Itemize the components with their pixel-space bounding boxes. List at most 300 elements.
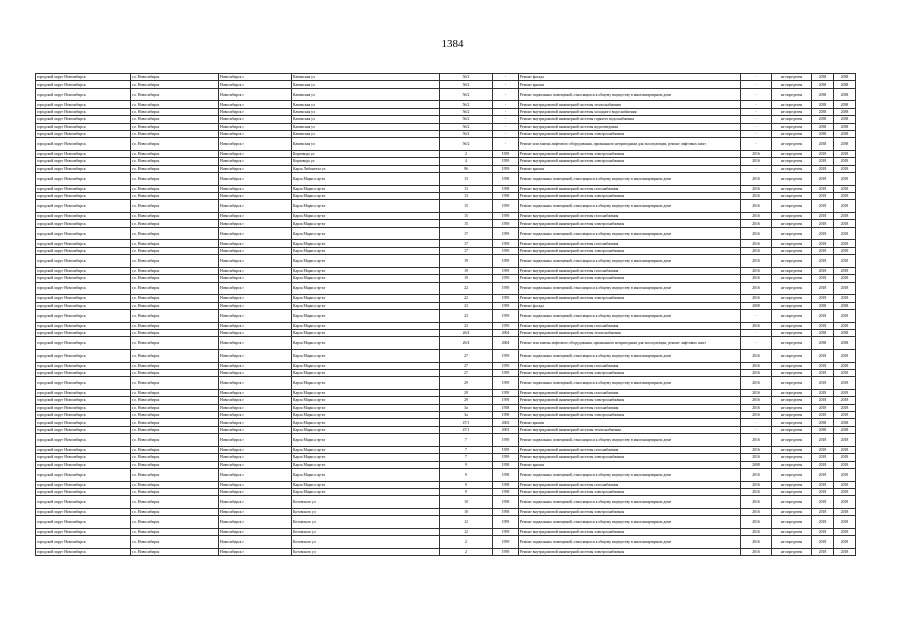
last-repair-year-cell: 2016 [741, 536, 772, 549]
last-repair-year-cell: 2016 [741, 173, 772, 186]
street-cell: Карла Маркса пр-кт [292, 309, 440, 322]
plan-start-year-cell: 2018 [812, 150, 834, 157]
plan-start-year-cell: 2018 [812, 404, 834, 411]
settlement-cell: Новосибирск г [219, 469, 292, 482]
table-row [36, 469, 856, 482]
work-type-cell: Ремонт внутридомовой инженерной системы электроснабжения [519, 158, 741, 165]
work-type-cell: Ремонт подвальных помещений, относящихся к общему имуществу в многоквартирном доме [519, 434, 741, 447]
work-type-cell: Ремонт внутридомовой инженерной системы электроснабжения [519, 130, 741, 137]
plan-end-year-cell: 2038 [834, 108, 856, 115]
work-type-cell: Ремонт подвальных помещений, относящихся к общему имуществу в многоквартирном доме [519, 255, 741, 268]
cost-cell: не определен [772, 220, 812, 227]
okrug-cell: городской округ Новосибирск [36, 349, 131, 362]
street-cell: Каменская ул [292, 88, 440, 101]
street-cell: Карла Маркса пр-кт [292, 213, 440, 220]
table-row [36, 412, 856, 419]
build-year-cell: 1959 [493, 247, 519, 254]
house-cell: 2 [440, 548, 493, 555]
last-repair-year-cell: 2016 [741, 322, 772, 329]
work-type-cell: Ремонт подвальных помещений, относящихся к общему имуществу в многоквартирном доме [519, 377, 741, 390]
work-type-cell: Ремонт внутридомовой инженерной системы газоснабжения [519, 240, 741, 247]
okrug-cell: городской округ Новосибирск [36, 150, 131, 157]
work-type-cell: Ремонт внутридомовой инженерной системы теплоснабжения [519, 329, 741, 336]
street-cell: Каменская ул [292, 138, 440, 151]
street-cell: Карла Маркса пр-кт [292, 185, 440, 192]
build-year-cell: 1959 [493, 165, 519, 172]
plan-start-year-cell: 2018 [812, 213, 834, 220]
build-year-cell: 1958 [493, 469, 519, 482]
plan-start-year-cell: 2018 [812, 322, 834, 329]
municipality-cell: г.о. Новосибирск [131, 496, 219, 509]
plan-end-year-cell: 2038 [834, 419, 856, 426]
table-row [36, 275, 856, 282]
house-cell: 23 [440, 309, 493, 322]
last-repair-year-cell: 2016 [741, 255, 772, 268]
okrug-cell: городской округ Новосибирск [36, 446, 131, 453]
street-cell: Карла Маркса пр-кт [292, 329, 440, 336]
work-type-cell: Ремонт фасада [519, 74, 741, 81]
okrug-cell: городской округ Новосибирск [36, 74, 131, 81]
cost-cell: не определен [772, 496, 812, 509]
cost-cell: не определен [772, 295, 812, 302]
table-row [36, 255, 856, 268]
settlement-cell: Новосибирск г [219, 389, 292, 396]
okrug-cell: городской округ Новосибирск [36, 193, 131, 200]
settlement-cell: Новосибирск г [219, 130, 292, 137]
build-year-cell: 1958 [493, 173, 519, 186]
plan-start-year-cell: 2018 [812, 240, 834, 247]
settlement-cell: Новосибирск г [219, 267, 292, 274]
work-type-cell: Ремонт подвальных помещений, относящихся к общему имуществу в многоквартирном доме [519, 536, 741, 549]
last-repair-year-cell: 2016 [741, 389, 772, 396]
house-cell: 96 [440, 165, 493, 172]
table-row [36, 434, 856, 447]
last-repair-year-cell: 2016 [741, 469, 772, 482]
settlement-cell: Новосибирск г [219, 434, 292, 447]
plan-start-year-cell: 2018 [812, 295, 834, 302]
house-cell: 3а [440, 412, 493, 419]
plan-end-year-cell: 2018 [834, 150, 856, 157]
plan-end-year-cell: 2018 [834, 536, 856, 549]
settlement-cell: Новосибирск г [219, 337, 292, 350]
plan-start-year-cell: 2018 [812, 200, 834, 213]
street-cell: Карла Маркса пр-кт [292, 454, 440, 461]
table-row [36, 404, 856, 411]
table-row [36, 496, 856, 509]
street-cell: Котовского ул [292, 516, 440, 529]
plan-end-year-cell: 2018 [834, 412, 856, 419]
cost-cell: не определен [772, 101, 812, 108]
plan-end-year-cell: 2038 [834, 88, 856, 101]
last-repair-year-cell: - [741, 138, 772, 151]
okrug-cell: городской округ Новосибирск [36, 138, 131, 151]
plan-end-year-cell: 2018 [834, 349, 856, 362]
works-register-table [35, 73, 856, 556]
settlement-cell: Новосибирск г [219, 165, 292, 172]
house-cell: 7 [440, 434, 493, 447]
settlement-cell: Новосибирск г [219, 419, 292, 426]
last-repair-year-cell: 2016 [741, 516, 772, 529]
work-type-cell: Ремонт крыши [519, 419, 741, 426]
plan-start-year-cell: 2018 [812, 267, 834, 274]
cost-cell: не определен [772, 389, 812, 396]
plan-end-year-cell: 2018 [834, 397, 856, 404]
last-repair-year-cell: - [741, 337, 772, 350]
work-type-cell: Ремонт внутридомовой инженерной системы газоснабжения [519, 404, 741, 411]
build-year-cell: 2003 [493, 426, 519, 433]
municipality-cell: г.о. Новосибирск [131, 516, 219, 529]
work-type-cell: Ремонт подвальных помещений, относящихся к общему имуществу в многоквартирном доме [519, 309, 741, 322]
settlement-cell: Новосибирск г [219, 369, 292, 376]
house-cell: 2 [440, 536, 493, 549]
municipality-cell: г.о. Новосибирск [131, 193, 219, 200]
plan-start-year-cell: 2018 [812, 516, 834, 529]
street-cell: Карла Маркса пр-кт [292, 193, 440, 200]
table-row [36, 81, 856, 88]
okrug-cell: городской округ Новосибирск [36, 337, 131, 350]
street-cell: Карла Маркса пр-кт [292, 397, 440, 404]
street-cell: Карла Либкнехта ул [292, 165, 440, 172]
settlement-cell: Новосибирск г [219, 158, 292, 165]
okrug-cell: городской округ Новосибирск [36, 329, 131, 336]
municipality-cell: г.о. Новосибирск [131, 548, 219, 555]
build-year-cell: 1959 [493, 389, 519, 396]
okrug-cell: городской округ Новосибирск [36, 240, 131, 247]
okrug-cell: городской округ Новосибирск [36, 158, 131, 165]
municipality-cell: г.о. Новосибирск [131, 481, 219, 488]
okrug-cell: городской округ Новосибирск [36, 528, 131, 535]
house-cell: 19 [440, 275, 493, 282]
cost-cell: не определен [772, 88, 812, 101]
plan-end-year-cell: 2018 [834, 404, 856, 411]
street-cell: Каменская ул [292, 123, 440, 130]
street-cell: Карла Маркса пр-кт [292, 302, 440, 309]
street-cell: Котовского ул [292, 496, 440, 509]
municipality-cell: г.о. Новосибирск [131, 536, 219, 549]
build-year-cell: 2004 [493, 337, 519, 350]
settlement-cell: Новосибирск г [219, 404, 292, 411]
build-year-cell: - [493, 81, 519, 88]
municipality-cell: г.о. Новосибирск [131, 150, 219, 157]
okrug-cell: городской округ Новосибирск [36, 309, 131, 322]
okrug-cell: городской округ Новосибирск [36, 220, 131, 227]
cost-cell: не определен [772, 404, 812, 411]
last-repair-year-cell: 2016 [741, 213, 772, 220]
plan-start-year-cell: 2038 [812, 419, 834, 426]
street-cell: Кирзавода ул [292, 158, 440, 165]
cost-cell: не определен [772, 150, 812, 157]
build-year-cell: 1959 [493, 322, 519, 329]
build-year-cell: 1958 [493, 496, 519, 509]
okrug-cell: городской округ Новосибирск [36, 247, 131, 254]
last-repair-year-cell: 2016 [741, 247, 772, 254]
build-year-cell: 1959 [493, 158, 519, 165]
municipality-cell: г.о. Новосибирск [131, 185, 219, 192]
municipality-cell: г.о. Новосибирск [131, 81, 219, 88]
plan-end-year-cell: 2038 [834, 116, 856, 123]
work-type-cell: Ремонт внутридомовой инженерной системы газоснабжения [519, 213, 741, 220]
cost-cell: не определен [772, 267, 812, 274]
house-cell: 19 [440, 255, 493, 268]
street-cell: Карла Маркса пр-кт [292, 481, 440, 488]
street-cell: Карла Маркса пр-кт [292, 282, 440, 295]
municipality-cell: г.о. Новосибирск [131, 123, 219, 130]
plan-end-year-cell: 2018 [834, 275, 856, 282]
table-row [36, 200, 856, 213]
settlement-cell: Новосибирск г [219, 528, 292, 535]
house-cell: 9 [440, 461, 493, 468]
table-row [36, 220, 856, 227]
okrug-cell: городской округ Новосибирск [36, 536, 131, 549]
plan-end-year-cell: 2018 [834, 213, 856, 220]
work-type-cell: Ремонт подвальных помещений, относящихся к общему имуществу в многоквартирном доме [519, 227, 741, 240]
work-type-cell: Ремонт фасада [519, 302, 741, 309]
municipality-cell: г.о. Новосибирск [131, 377, 219, 390]
plan-start-year-cell: 2018 [812, 489, 834, 496]
plan-end-year-cell: 2038 [834, 130, 856, 137]
street-cell: Карла Маркса пр-кт [292, 469, 440, 482]
plan-end-year-cell: 2018 [834, 496, 856, 509]
municipality-cell: г.о. Новосибирск [131, 404, 219, 411]
cost-cell: не определен [772, 240, 812, 247]
table-row [36, 295, 856, 302]
last-repair-year-cell: 2016 [741, 295, 772, 302]
municipality-cell: г.о. Новосибирск [131, 337, 219, 350]
settlement-cell: Новосибирск г [219, 516, 292, 529]
build-year-cell: 1958 [493, 489, 519, 496]
okrug-cell: городской округ Новосибирск [36, 267, 131, 274]
last-repair-year-cell: 2016 [741, 434, 772, 447]
last-repair-year-cell: 2016 [741, 508, 772, 515]
work-type-cell: Ремонт внутридомовой инженерной системы теплоснабжения [519, 101, 741, 108]
work-type-cell: Ремонт внутридомовой инженерной системы электроснабжения [519, 489, 741, 496]
settlement-cell: Новосибирск г [219, 213, 292, 220]
municipality-cell: г.о. Новосибирск [131, 389, 219, 396]
okrug-cell: городской округ Новосибирск [36, 322, 131, 329]
plan-end-year-cell: 2018 [834, 255, 856, 268]
work-type-cell: Ремонт подвальных помещений, относящихся к общему имуществу в многоквартирном доме [519, 516, 741, 529]
last-repair-year-cell: 2016 [741, 404, 772, 411]
work-type-cell: Ремонт внутридомовой инженерной системы газоснабжения [519, 389, 741, 396]
municipality-cell: г.о. Новосибирск [131, 397, 219, 404]
okrug-cell: городской округ Новосибирск [36, 165, 131, 172]
municipality-cell: г.о. Новосибирск [131, 412, 219, 419]
last-repair-year-cell: 2016 [741, 496, 772, 509]
table-row [36, 461, 856, 468]
cost-cell: не определен [772, 337, 812, 350]
cost-cell: не определен [772, 362, 812, 369]
work-type-cell: Ремонт подвальных помещений, относящихся к общему имуществу в многоквартирном доме [519, 88, 741, 101]
municipality-cell: г.о. Новосибирск [131, 130, 219, 137]
cost-cell: не определен [772, 282, 812, 295]
cost-cell: не определен [772, 536, 812, 549]
table-row [36, 528, 856, 535]
house-cell: 9 [440, 481, 493, 488]
house-cell: 15 [440, 220, 493, 227]
table-row [36, 454, 856, 461]
municipality-cell: г.о. Новосибирск [131, 446, 219, 453]
cost-cell: не определен [772, 548, 812, 555]
settlement-cell: Новосибирск г [219, 426, 292, 433]
municipality-cell: г.о. Новосибирск [131, 240, 219, 247]
cost-cell: не определен [772, 275, 812, 282]
table-row [36, 240, 856, 247]
plan-start-year-cell: 2018 [812, 247, 834, 254]
municipality-cell: г.о. Новосибирск [131, 508, 219, 515]
table-row [36, 74, 856, 81]
settlement-cell: Новосибирск г [219, 489, 292, 496]
house-cell: 29 [440, 377, 493, 390]
plan-end-year-cell: 2038 [834, 101, 856, 108]
table-row [36, 337, 856, 350]
plan-end-year-cell: 2038 [834, 426, 856, 433]
house-cell: 10 [440, 496, 493, 509]
plan-end-year-cell: 2018 [834, 508, 856, 515]
plan-end-year-cell: 2018 [834, 362, 856, 369]
cost-cell: не определен [772, 173, 812, 186]
settlement-cell: Новосибирск г [219, 240, 292, 247]
cost-cell: не определен [772, 528, 812, 535]
cost-cell: не определен [772, 200, 812, 213]
cost-cell: не определен [772, 481, 812, 488]
last-repair-year-cell: - [741, 426, 772, 433]
cost-cell: не определен [772, 461, 812, 468]
plan-start-year-cell: 2018 [812, 362, 834, 369]
street-cell: Каменская ул [292, 74, 440, 81]
plan-end-year-cell: 2038 [834, 123, 856, 130]
settlement-cell: Новосибирск г [219, 322, 292, 329]
house-cell: 2 [440, 150, 493, 157]
table-row [36, 247, 856, 254]
last-repair-year-cell: 2016 [741, 240, 772, 247]
municipality-cell: г.о. Новосибирск [131, 165, 219, 172]
table-row [36, 362, 856, 369]
build-year-cell: 1959 [493, 220, 519, 227]
street-cell: Каменская ул [292, 116, 440, 123]
plan-start-year-cell: 2018 [812, 454, 834, 461]
work-type-cell: Ремонт внутридомовой инженерной системы электроснабжения [519, 528, 741, 535]
plan-start-year-cell: 2038 [812, 81, 834, 88]
municipality-cell: г.о. Новосибирск [131, 267, 219, 274]
last-repair-year-cell: 2016 [741, 548, 772, 555]
municipality-cell: г.о. Новосибирск [131, 255, 219, 268]
house-cell: 27 [440, 349, 493, 362]
okrug-cell: городской округ Новосибирск [36, 489, 131, 496]
municipality-cell: г.о. Новосибирск [131, 200, 219, 213]
table-row [36, 516, 856, 529]
house-cell: 4 [440, 158, 493, 165]
last-repair-year-cell: - [741, 329, 772, 336]
plan-end-year-cell: 2018 [834, 173, 856, 186]
plan-end-year-cell: 2018 [834, 489, 856, 496]
build-year-cell: 1959 [493, 282, 519, 295]
okrug-cell: городской округ Новосибирск [36, 397, 131, 404]
build-year-cell: - [493, 116, 519, 123]
street-cell: Котовского ул [292, 528, 440, 535]
plan-end-year-cell: 2038 [834, 81, 856, 88]
okrug-cell: городской округ Новосибирск [36, 282, 131, 295]
plan-start-year-cell: 2018 [812, 227, 834, 240]
street-cell: Карла Маркса пр-кт [292, 377, 440, 390]
okrug-cell: городской округ Новосибирск [36, 108, 131, 115]
house-cell: 56/2 [440, 101, 493, 108]
plan-start-year-cell: 2018 [812, 536, 834, 549]
plan-start-year-cell: 2018 [812, 496, 834, 509]
settlement-cell: Новосибирск г [219, 108, 292, 115]
street-cell: Карла Маркса пр-кт [292, 275, 440, 282]
settlement-cell: Новосибирск г [219, 74, 292, 81]
municipality-cell: г.о. Новосибирск [131, 322, 219, 329]
plan-start-year-cell: 2038 [812, 116, 834, 123]
cost-cell: не определен [772, 247, 812, 254]
plan-start-year-cell: 2018 [812, 275, 834, 282]
okrug-cell: городской округ Новосибирск [36, 302, 131, 309]
municipality-cell: г.о. Новосибирск [131, 362, 219, 369]
cost-cell: не определен [772, 426, 812, 433]
build-year-cell: 1959 [493, 349, 519, 362]
plan-end-year-cell: 2018 [834, 282, 856, 295]
plan-end-year-cell: 2018 [834, 446, 856, 453]
house-cell: 9 [440, 489, 493, 496]
table-row [36, 138, 856, 151]
work-type-cell: Ремонт подвальных помещений, относящихся к общему имуществу в многоквартирном доме [519, 282, 741, 295]
plan-start-year-cell: 2038 [812, 329, 834, 336]
last-repair-year-cell: 2016 [741, 489, 772, 496]
house-cell: 15 [440, 213, 493, 220]
plan-start-year-cell: 2018 [812, 282, 834, 295]
build-year-cell: 1959 [493, 362, 519, 369]
table-row [36, 508, 856, 515]
build-year-cell: 1959 [493, 267, 519, 274]
municipality-cell: г.о. Новосибирск [131, 419, 219, 426]
table-body [36, 74, 856, 556]
last-repair-year-cell: 2008 [741, 302, 772, 309]
cost-cell: не определен [772, 397, 812, 404]
cost-cell: не определен [772, 454, 812, 461]
work-type-cell: Ремонт внутридомовой инженерной системы газоснабжения [519, 446, 741, 453]
cost-cell: не определен [772, 377, 812, 390]
build-year-cell: 2004 [493, 329, 519, 336]
house-cell: 56/2 [440, 116, 493, 123]
settlement-cell: Новосибирск г [219, 412, 292, 419]
house-cell: 56/2 [440, 108, 493, 115]
settlement-cell: Новосибирск г [219, 295, 292, 302]
last-repair-year-cell: 2016 [741, 275, 772, 282]
work-type-cell: Ремонт внутридомовой инженерной системы электроснабжения [519, 220, 741, 227]
last-repair-year-cell: - [741, 108, 772, 115]
plan-start-year-cell: 2038 [812, 101, 834, 108]
build-year-cell: 1958 [493, 193, 519, 200]
okrug-cell: городской округ Новосибирск [36, 508, 131, 515]
plan-end-year-cell: 2018 [834, 220, 856, 227]
table-row [36, 536, 856, 549]
last-repair-year-cell: 2016 [741, 282, 772, 295]
table-row [36, 426, 856, 433]
build-year-cell: 1959 [493, 454, 519, 461]
last-repair-year-cell: 2008 [741, 461, 772, 468]
cost-cell: не определен [772, 446, 812, 453]
plan-start-year-cell: 2038 [812, 130, 834, 137]
plan-start-year-cell: 2018 [812, 412, 834, 419]
table-row [36, 88, 856, 101]
municipality-cell: г.о. Новосибирск [131, 309, 219, 322]
plan-start-year-cell: 2018 [812, 173, 834, 186]
plan-end-year-cell: 2018 [834, 185, 856, 192]
cost-cell: не определен [772, 116, 812, 123]
plan-end-year-cell: 2018 [834, 227, 856, 240]
cost-cell: не определен [772, 185, 812, 192]
settlement-cell: Новосибирск г [219, 138, 292, 151]
